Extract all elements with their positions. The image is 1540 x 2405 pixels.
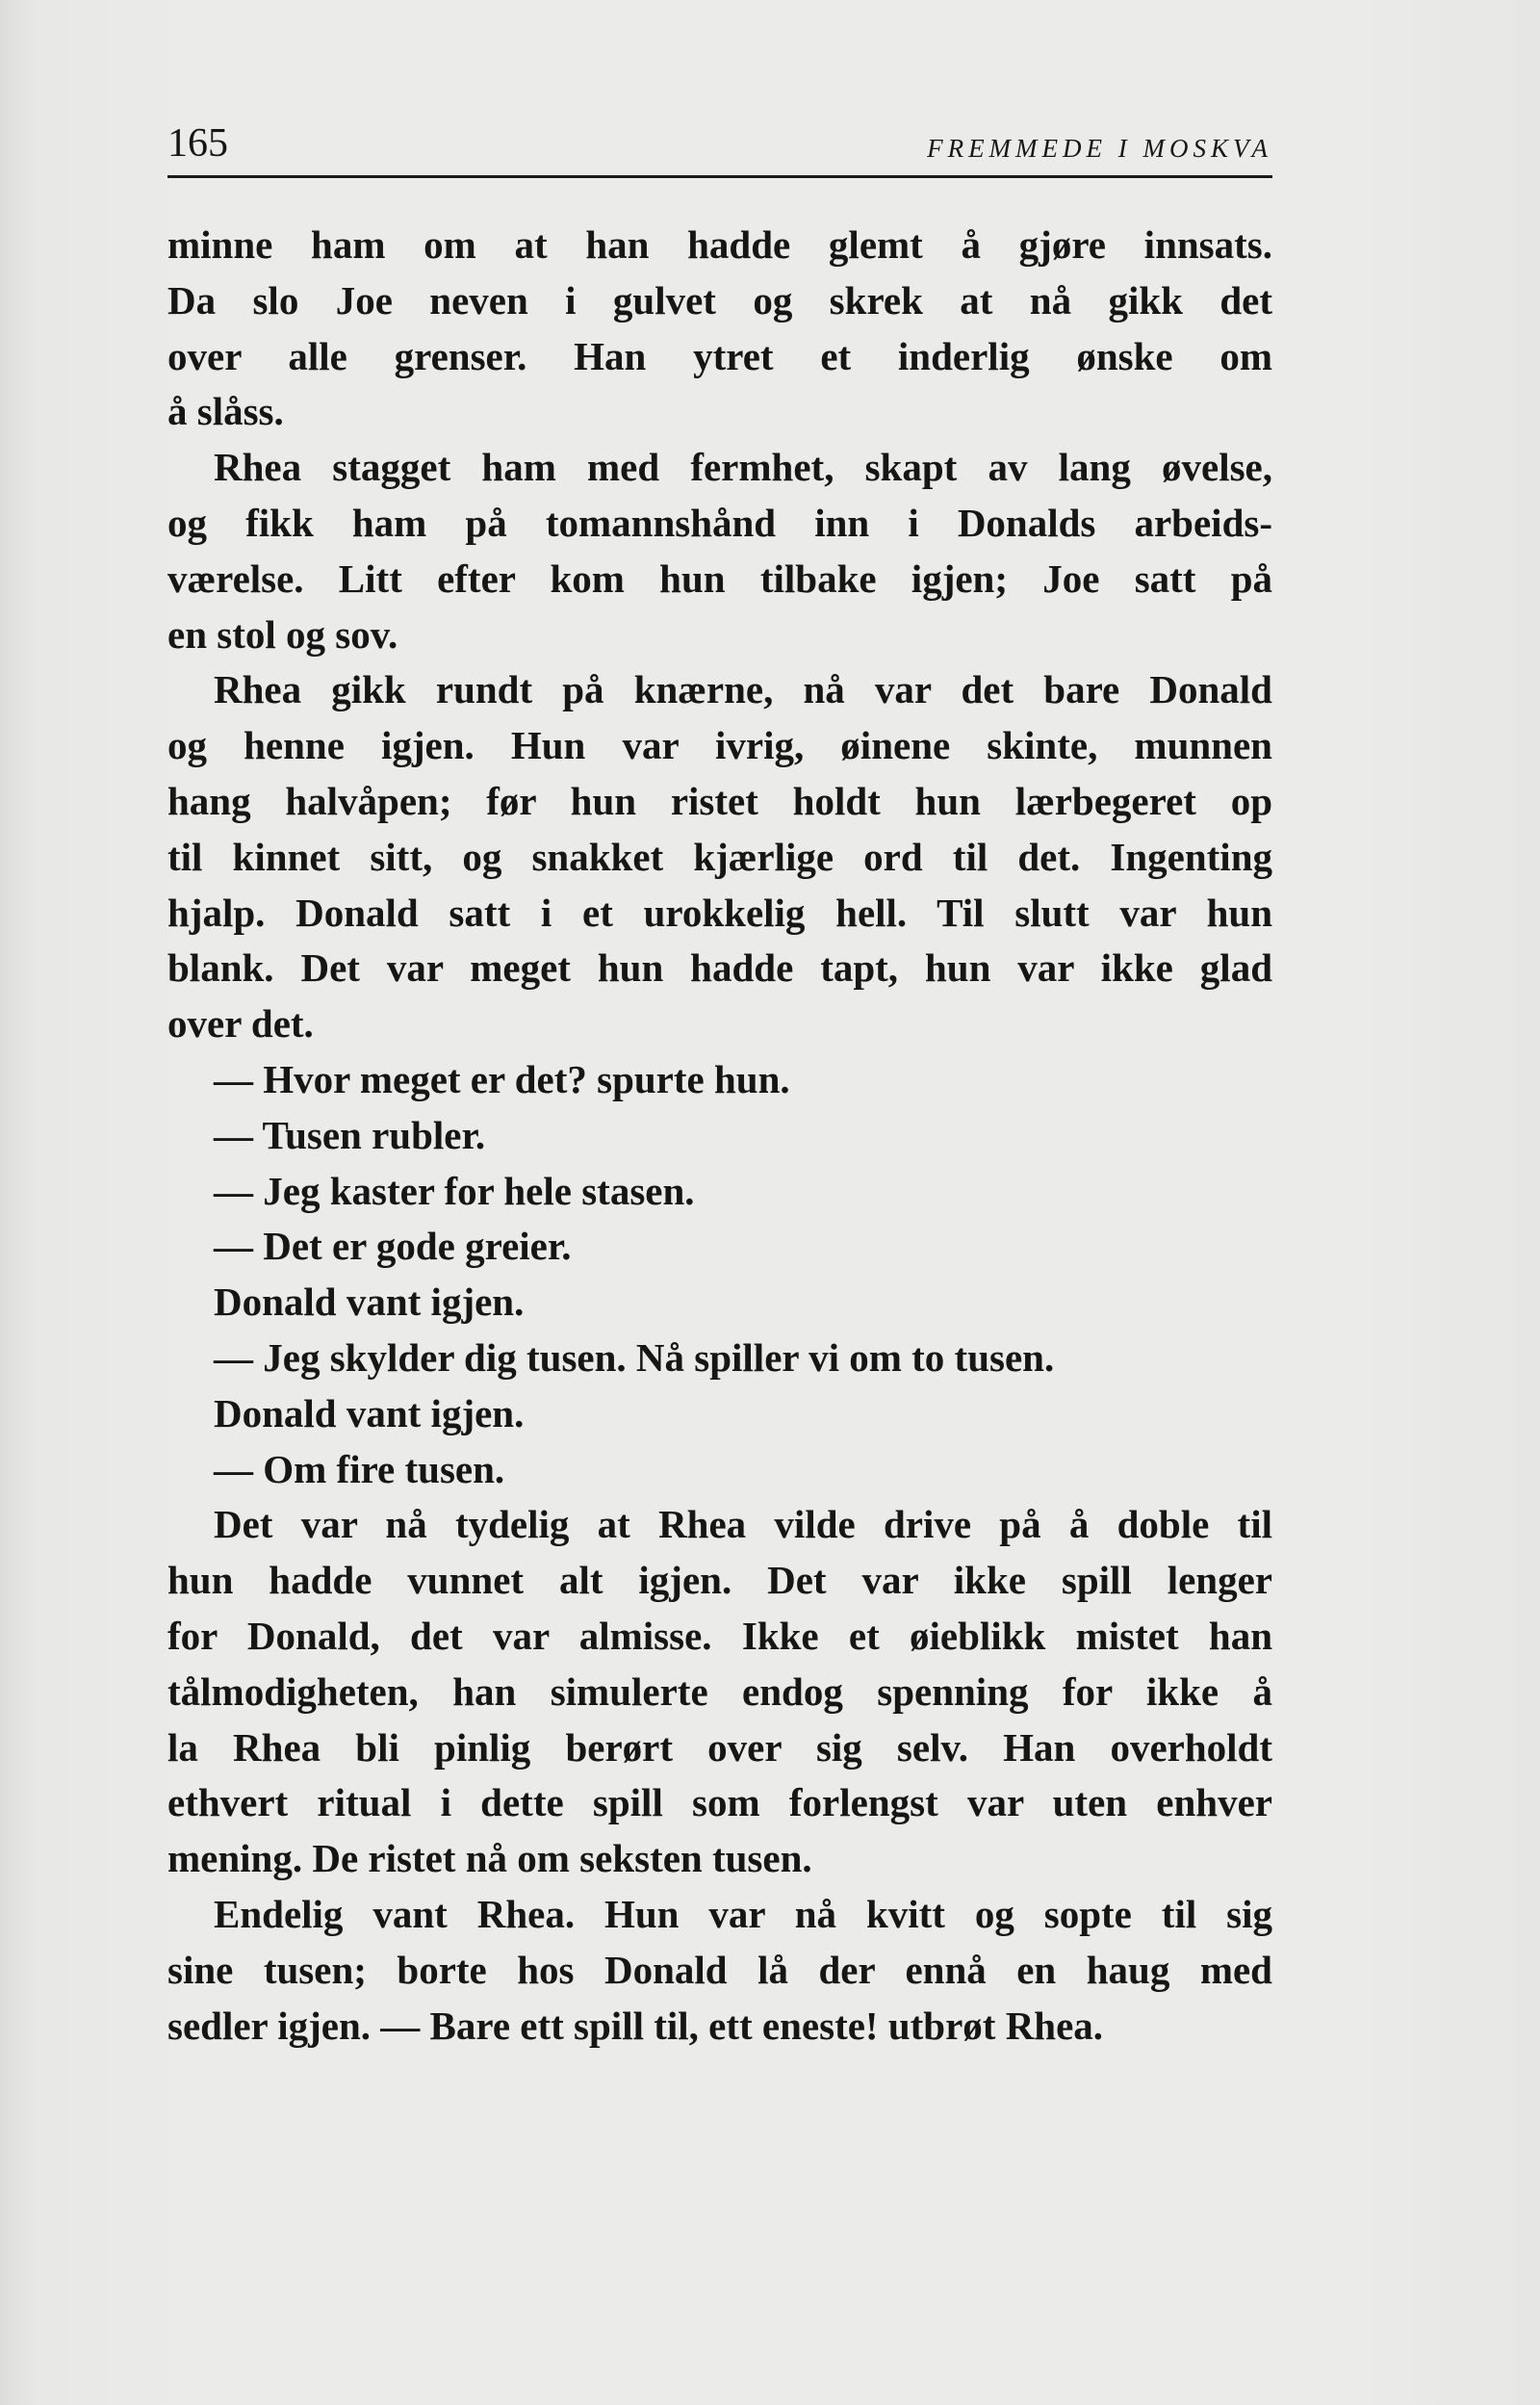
text-line: og fikk ham på tomannshånd inn i Donalds arbeids- xyxy=(167,500,1272,545)
text-line: la Rhea bli pinlig berørt over sig selv. Han overholdt xyxy=(167,1724,1272,1770)
text-line: — Tusen rubler. xyxy=(214,1112,486,1157)
text-line: ethvert ritual i dette spill som forlengst var uten enhver xyxy=(167,1780,1272,1825)
paragraph xyxy=(167,1331,1272,1386)
running-title: FREMMEDE I MOSKVA xyxy=(927,134,1272,163)
paragraph xyxy=(167,1497,1272,1887)
text-line: Endelig vant Rhea. Hun var nå kvitt og sopte til sig xyxy=(214,1891,1272,1936)
text-line: blank. Det var meget hun hadde tapt, hun var ikke glad xyxy=(167,945,1272,991)
text-line: hun hadde vunnet alt igjen. Det var ikke spill lenger xyxy=(167,1558,1272,1603)
text-line: til kinnet sitt, og snakket kjærlige ord til det. Ingenting xyxy=(167,834,1272,879)
page-number: 165 xyxy=(167,121,228,166)
paragraph xyxy=(167,1887,1272,2054)
text-line: Rhea stagget ham med fermhet, skapt av lang øvelse, xyxy=(214,445,1272,490)
text-line: værelse. Litt efter kom hun tilbake igjen; Joe satt på xyxy=(167,556,1272,601)
text-line: — Hvor meget er det? spurte hun. xyxy=(214,1056,790,1101)
running-header xyxy=(167,117,1272,178)
body-text xyxy=(167,218,1272,2054)
text-line: — Om fire tusen. xyxy=(214,1446,505,1491)
text-line: sedler igjen. — Bare ett spill til, ett eneste! utbrøt Rhea. xyxy=(167,2003,1104,2048)
paragraph xyxy=(167,1219,1272,1275)
paragraph xyxy=(167,1386,1272,1442)
text-line: hang halvåpen; før hun ristet holdt hun lærbegeret op xyxy=(167,778,1272,823)
paragraph xyxy=(167,662,1272,1052)
paragraph xyxy=(167,1164,1272,1220)
text-line: en stol og sov. xyxy=(167,611,398,657)
text-line: hjalp. Donald satt i et urokkelig hell. Til slutt var hun xyxy=(167,890,1272,935)
text-line: mening. De ristet nå om seksten tusen. xyxy=(167,1836,812,1881)
text-line: over det. xyxy=(167,1001,314,1047)
text-line: — Det er gode greier. xyxy=(214,1224,572,1269)
text-line: og henne igjen. Hun var ivrig, øinene skinte, munnen xyxy=(167,723,1272,768)
text-line: — Jeg kaster for hele stasen. xyxy=(214,1168,695,1213)
paragraph xyxy=(167,218,1272,440)
text-line: over alle grenser. Han ytret et inderlig ønske om xyxy=(167,333,1272,378)
text-line: Donald vant igjen. xyxy=(214,1280,525,1325)
paragraph xyxy=(167,1275,1272,1331)
paragraph xyxy=(167,440,1272,662)
text-line: sine tusen; borte hos Donald lå der ennå en haug med xyxy=(167,1947,1272,1992)
text-line: Donald vant igjen. xyxy=(214,1390,525,1435)
text-line: å slåss. xyxy=(167,389,284,434)
paragraph xyxy=(167,1108,1272,1164)
text-line: minne ham om at han hadde glemt å gjøre innsats. xyxy=(167,222,1272,267)
text-line: for Donald, det var almisse. Ikke et øieblikk mistet han xyxy=(167,1613,1272,1658)
paragraph xyxy=(167,1052,1272,1108)
paragraph xyxy=(167,1442,1272,1498)
text-line: Da slo Joe neven i gulvet og skrek at nå gikk det xyxy=(167,277,1272,323)
text-line: Det var nå tydelig at Rhea vilde drive på å doble til xyxy=(214,1502,1272,1547)
text-line: tålmodigheten, han simulerte endog spenning for ikke å xyxy=(167,1668,1272,1714)
text-line: Rhea gikk rundt på knærne, nå var det bare Donald xyxy=(214,667,1272,712)
text-line: — Jeg skylder dig tusen. Nå spiller vi om to tusen. xyxy=(214,1334,1055,1380)
